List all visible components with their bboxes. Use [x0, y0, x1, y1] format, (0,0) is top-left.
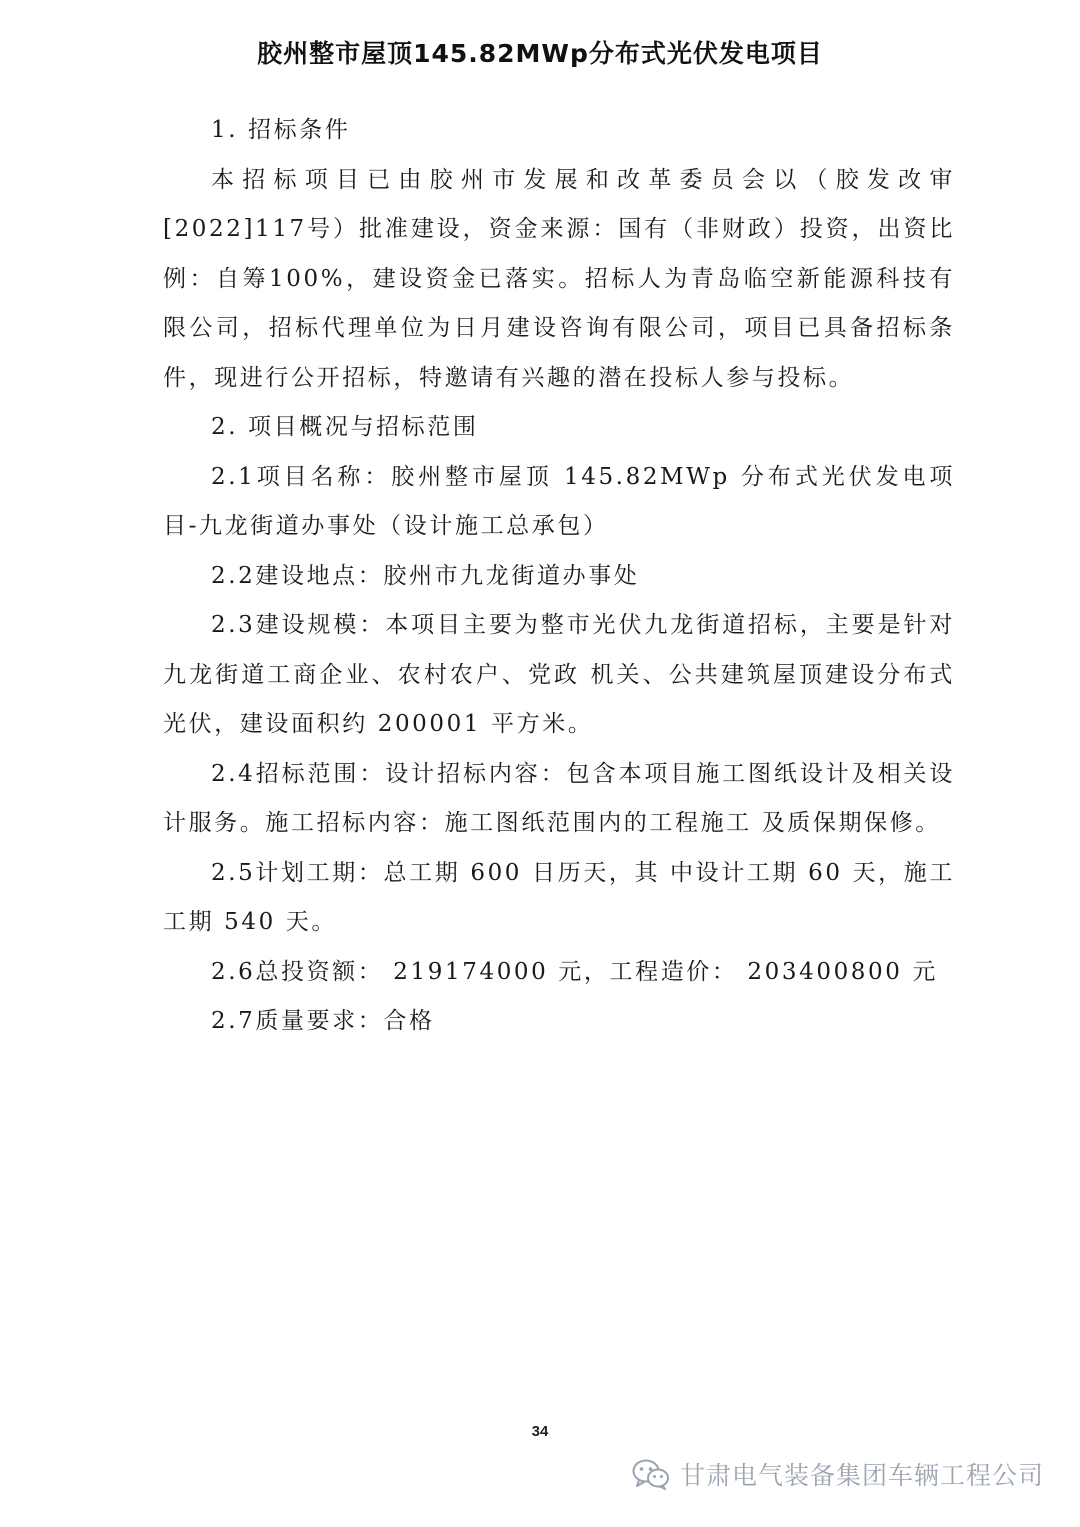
watermark-text: 甘肃电气装备集团车辆工程公司 [679, 1461, 1044, 1490]
document-title: 胶州整市屋顶145.82MWp分布式光伏发电项目 [257, 39, 823, 68]
section-heading: 2. 项目概况与招标范围 [211, 414, 479, 440]
document-body [163, 106, 955, 1047]
paragraph: 2.1项目名称：胶州整市屋顶 145.82MWp 分布式光伏发电项目-九龙街道办事处（设计施工总承包） [163, 463, 955, 539]
page-number: 34 [531, 1423, 549, 1440]
paragraph: 本招标项目已由胶州市发展和改革委员会以（胶发改审[2022]117号）批准建设，资金来源：国有（非财政）投资，出资比例：自筹100%，建设资金已落实。招标人为青岛临空新能源科技有限公司，招标代理单位为日月建设咨询有限公司，项目已具备招标条件，现进行公开招标，特邀请有兴趣的潜在投标人参与投标。 [163, 166, 955, 391]
paragraph: 2.5计划工期：总工期 600 日历天，其 中设计工期 60 天，施工工期 540 天。 [163, 859, 955, 935]
paragraph: 2.3建设规模：本项目主要为整市光伏九龙街道招标，主要是针对九龙街道工商企业、农村农户、党政 机关、公共建筑屋顶建设分布式光伏，建设面积约 200001 平方米。 [163, 612, 955, 737]
paragraph: 2.2建设地点：胶州市九龙街道办事处 [211, 562, 640, 589]
watermark [632, 1456, 1044, 1492]
paragraph: 2.4招标范围：设计招标内容：包含本项目施工图纸设计及相关设计服务。施工招标内容：施工图纸范围内的工程施工 及质保期保修。 [163, 760, 955, 836]
paragraph: 2.7质量要求：合格 [211, 1008, 435, 1034]
wechat-icon [632, 1458, 670, 1490]
section-heading: 1. 招标条件 [211, 117, 351, 143]
paragraph: 2.6总投资额： 219174000 元，工程造价： 203400800 元 [211, 958, 939, 985]
